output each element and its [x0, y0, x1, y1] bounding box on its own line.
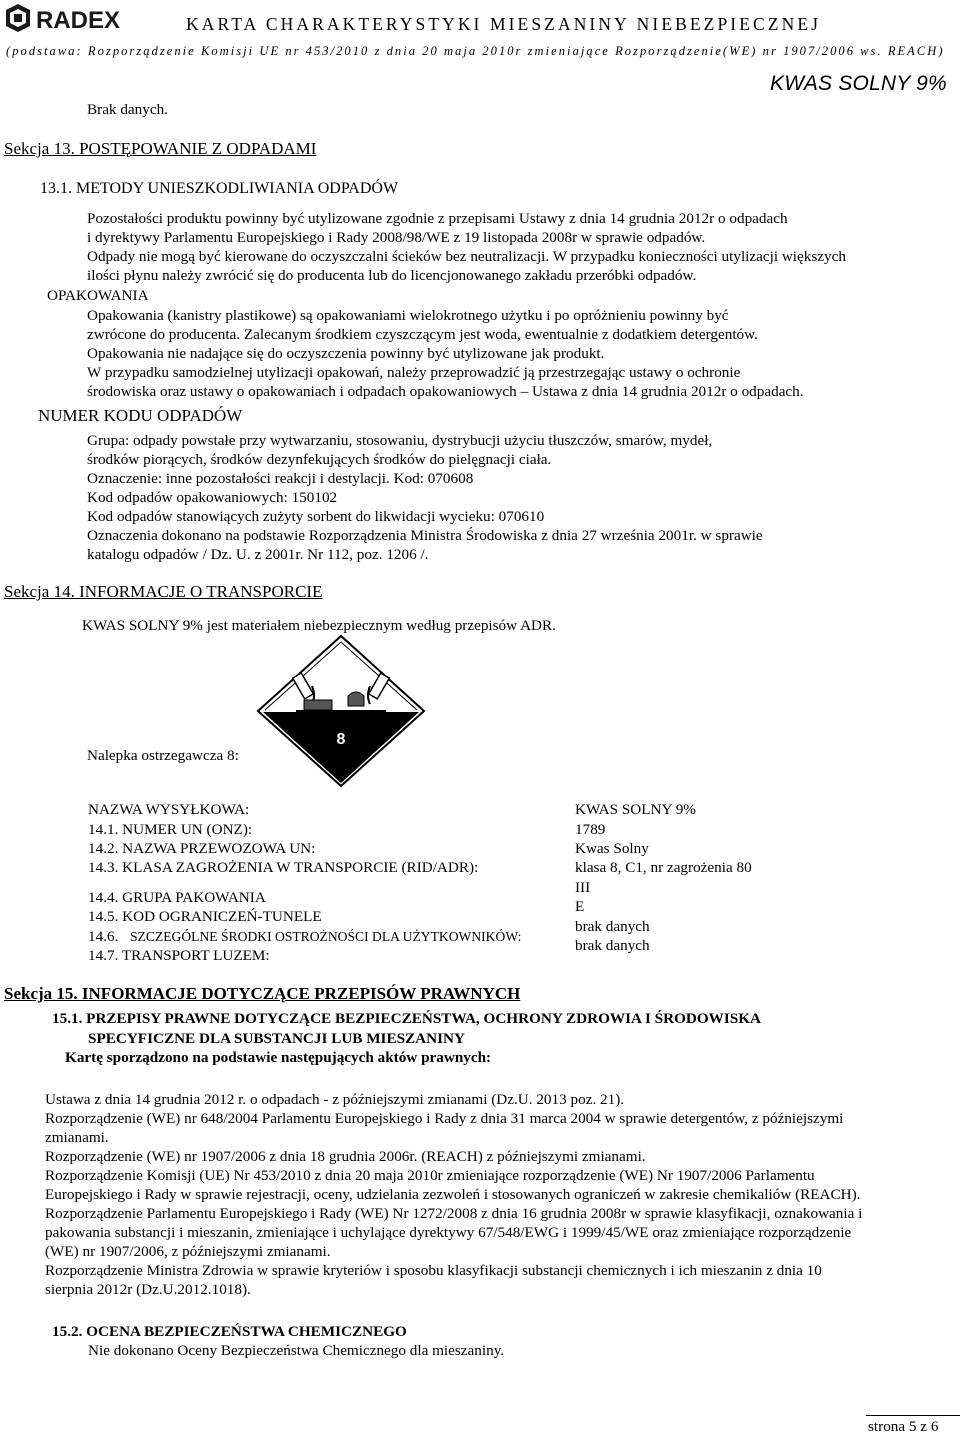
section-15-1-subtitle: SPECYFICZNE DLA SUBSTANCJI LUB MIESZANINY	[88, 1030, 465, 1047]
section-15-title: Sekcja 15. INFORMACJE DOTYCZĄCE PRZEPISÓW PRAWNYCH	[4, 984, 521, 1003]
legal-acts-intro: Kartę sporządzono na podstawie następujących aktów prawnych:	[65, 1049, 492, 1066]
page-number: strona 5 z 6	[868, 1418, 939, 1435]
section-13-title: Sekcja 13. POSTĘPOWANIE Z ODPADAMI	[4, 139, 317, 158]
special-precautions-prefix: 14.6.	[88, 928, 119, 945]
legal-act-line: (WE) nr 1907/2006, z późniejszymi zmianami.	[45, 1243, 331, 1260]
tunnel-code-label: 14.5. KOD OGRANICZEŃ-TUNELE	[88, 908, 322, 925]
legal-act-line: Rozporządzenie (WE) nr 1907/2006 z dnia 18 grudnia 2006r. (REACH) z późniejszymi zmianami.	[45, 1148, 646, 1165]
bulk-transport-label: 14.7. TRANSPORT LUZEM:	[88, 947, 270, 964]
transport-intro: KWAS SOLNY 9% jest materiałem niebezpiecznym według przepisów ADR.	[82, 617, 556, 634]
un-number-value: 1789	[575, 821, 606, 838]
product-name: KWAS SOLNY 9%	[770, 72, 947, 95]
special-precautions-label: SZCZEGÓLNE ŚRODKI OSTROŻNOŚCI DLA UŻYTKOWNIKÓW:	[130, 929, 522, 944]
legal-act-line: Ustawa z dnia 14 grudnia 2012 r. o odpadach - z późniejszymi zmianami (Dz.U. 2013 poz. 21).	[45, 1091, 625, 1108]
chemical-safety-text: Nie dokonano Oceny Bezpieczeństwa Chemicznego dla mieszaniny.	[88, 1342, 505, 1359]
document-title: KARTA CHARAKTERYSTYKI MIESZANINY NIEBEZPIECZNEJ	[186, 14, 822, 34]
shipping-name-value: KWAS SOLNY 9%	[575, 801, 696, 818]
text-line: Grupa: odpady powstałe przy wytwarzaniu, stosowaniu, dystrybucji użyciu tłuszczów, smarów, mydeł,	[87, 432, 713, 449]
un-name-label: 14.2. NAZWA PRZEWOZOWA UN:	[88, 840, 316, 857]
waste-methods-text	[87, 209, 846, 285]
text-line: W przypadku samodzielnej utylizacji opakowań, należy przeprowadzić ją przestrzegając ustawy o ochronie	[87, 364, 741, 381]
packing-group-label: 14.4. GRUPA PAKOWANIA	[88, 889, 266, 906]
text-line: Oznaczenia dokonano na podstawie Rozporządzenia Ministra Środowiska z dnia 27 września 2001r. w sprawie	[87, 527, 763, 544]
text-line: środowiska oraz ustawy o opakowaniach i odpadach opakowaniowych – Ustawa z dnia 14 grudnia 2012r o odpadach.	[87, 383, 804, 400]
un-number-label: 14.1. NUMER UN (ONZ):	[88, 821, 253, 838]
tunnel-code-value: E	[575, 898, 585, 915]
text-line: Opakowania nie nadające się do oczyszczenia powinny być utylizowane jak produkt.	[87, 345, 605, 362]
warning-label-caption: Nalepka ostrzegawcza 8:	[87, 747, 239, 764]
text-line: Kod odpadów opakowaniowych: 150102	[87, 489, 338, 506]
text-line: katalogu odpadów / Dz. U. z 2001r. Nr 112, poz. 1206 /.	[87, 546, 429, 563]
waste-code-heading: NUMER KODU ODPADÓW	[38, 406, 243, 425]
bulk-transport-value: brak danych	[575, 937, 650, 954]
text-line: Oznaczenie: inne pozostałości reakcji i destylacji. Kod: 070608	[87, 470, 474, 487]
special-precautions-value: brak danych	[575, 918, 650, 935]
hazard-class-value: klasa 8, C1, nr zagrożenia 80	[575, 859, 752, 876]
text-line: i dyrektywy Parlamentu Europejskiego i Rady 2008/98/WE z 19 listopada 2008r w sprawie odpadów.	[87, 229, 706, 246]
legal-acts-list	[45, 1090, 955, 1299]
legal-act-line: sierpnia 2012r (Dz.U.2012.1018).	[45, 1281, 251, 1298]
text-line: Odpady nie mogą być kierowane do oczyszczalni ścieków bez neutralizacji. W przypadku konieczności utylizacji większych	[87, 248, 846, 265]
text-line: środków piorących, środków dezynfekujących środków do pielęgnacji ciała.	[87, 451, 552, 468]
shipping-name-label: NAZWA WYSYŁKOWA:	[88, 801, 250, 818]
packing-group-value: III	[575, 879, 591, 896]
text-line: Pozostałości produktu powinny być utylizowane zgodnie z przepisami Ustawy z dnia 14 grudnia 2012r o odpadach	[87, 210, 788, 227]
legal-act-line: Rozporządzenie (WE) nr 648/2004 Parlamentu Europejskiego i Rady z dnia 31 marca 2004 w sprawie detergentów, z późniejszymi	[45, 1110, 844, 1127]
packaging-text	[87, 306, 804, 401]
previous-section-text: Brak danych.	[87, 101, 168, 118]
text-line: ilości płynu należy zwrócić się do producenta lub do licencjonowanego zakładu przeróbki odpadów.	[87, 267, 697, 284]
hazard-class-label: 14.3. KLASA ZAGROŻENIA W TRANSPORCIE (RID/ADR):	[88, 859, 479, 876]
section-13-1-title: 13.1. METODY UNIESZKODLIWIANIA ODPADÓW	[40, 180, 399, 197]
text-line: Kod odpadów stanowiących zużyty sorbent do likwidacji wycieku: 070610	[87, 508, 545, 525]
document-subtitle: (podstawa: Rozporządzenie Komisji UE nr 453/2010 z dnia 20 maja 2010r zmieniające Rozporządzenie(WE) nr 1907/2006 ws. REACH)	[6, 44, 945, 58]
legal-act-line: Europejskiego i Rady w sprawie rejestracji, oceny, udzielania zezwoleń i stosowanych ograniczeń w zakresie chemikaliów (REACH).	[45, 1186, 861, 1203]
section-15-2-title: 15.2. OCENA BEZPIECZEŃSTWA CHEMICZNEGO	[52, 1323, 407, 1340]
legal-act-line: pakowania substancji i mieszanin, zmieniające i uchylające dyrektywy 67/548/EWG i 1999/45/WE oraz zmieniające rozporządzenie	[45, 1224, 852, 1241]
company-logo	[4, 2, 130, 36]
legal-act-line: Rozporządzenie Ministra Zdrowia w sprawie kryteriów i sposobu klasyfikacji substancji chemicznych i ich mieszanin z dnia 10	[45, 1262, 822, 1279]
legal-act-line: Rozporządzenie Parlamentu Europejskiego i Rady (WE) Nr 1272/2008 z dnia 16 grudnia 2008r w sprawie klasyfikacji, oznakowania i	[45, 1205, 863, 1222]
waste-code-text	[87, 431, 763, 564]
logo-text: RADEX	[36, 7, 121, 34]
legal-act-line: zmianami.	[45, 1129, 109, 1146]
corrosive-hazard-label	[256, 634, 426, 788]
page-footer	[866, 1415, 960, 1436]
packaging-heading: OPAKOWANIA	[47, 287, 149, 304]
section-15-1-title: 15.1. PRZEPISY PRAWNE DOTYCZĄCE BEZPIECZEŃSTWA, OCHRONY ZDROWIA I ŚRODOWISKA	[52, 1010, 761, 1027]
hazard-class-number: 8	[336, 731, 346, 748]
footer-divider	[866, 1415, 960, 1416]
section-14-title: Sekcja 14. INFORMACJE O TRANSPORCIE	[4, 582, 323, 601]
text-line: Opakowania (kanistry plastikowe) są opakowaniami wielokrotnego użytku i po opróżnieniu powinny być	[87, 307, 729, 324]
legal-act-line: Rozporządzenie Komisji (UE) Nr 453/2010 z dnia 20 maja 2010r zmieniające rozporządzenie (WE) Nr 1907/2006 Parlamentu	[45, 1167, 815, 1184]
text-line: zwrócone do producenta. Zalecanym środkiem czyszczącym jest woda, ewentualnie z dodatkiem detergentów.	[87, 326, 758, 343]
un-name-value: Kwas Solny	[575, 840, 649, 857]
